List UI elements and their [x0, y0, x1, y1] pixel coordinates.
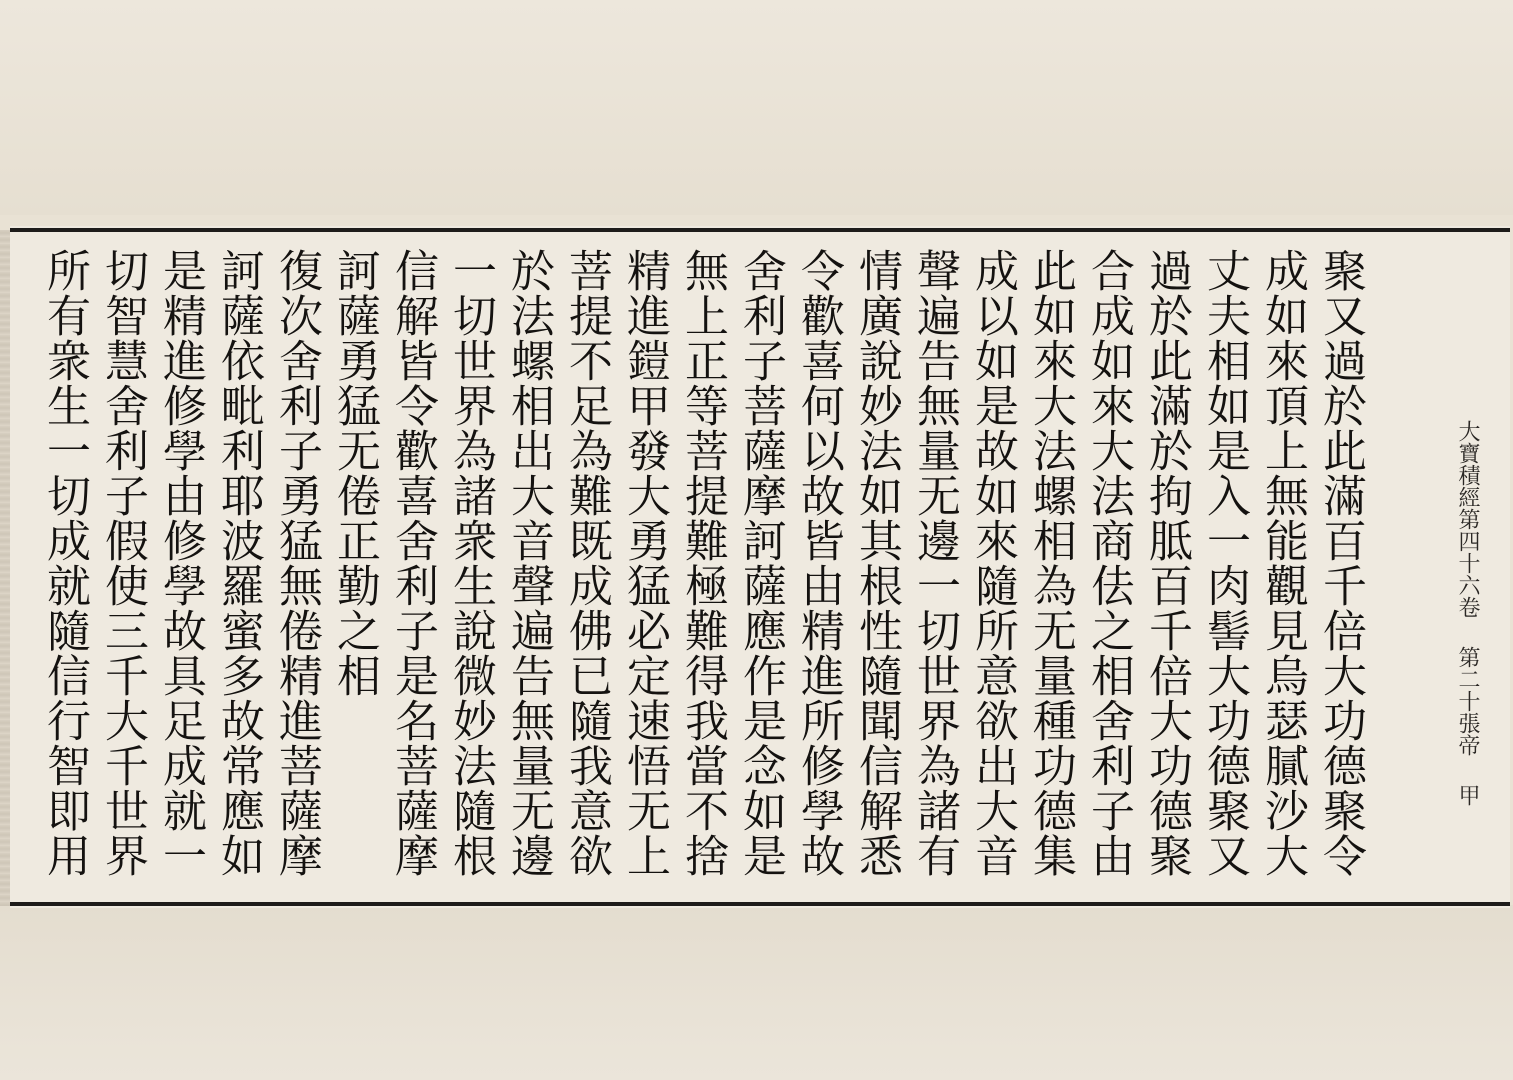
character-mark: 帝: [1455, 734, 1480, 756]
text-column-10: 令歡喜何以故皆由精進所修學故: [793, 248, 844, 878]
text-column-6: 此如來大法螺相為无量種功德集: [1025, 248, 1076, 878]
text-column-19: 復次舍利子勇猛無倦精進菩薩摩: [271, 248, 322, 878]
text-column-11: 舍利子菩薩摩訶薩應作是念如是: [735, 248, 786, 878]
text-column-7: 成以如是故如來隨所意欲出大音: [967, 248, 1018, 878]
top-border-rule: [10, 228, 1510, 232]
edition-marginal-note: [1452, 420, 1482, 900]
text-column-12: 無上正等菩提難極難得我當不捨: [677, 248, 728, 878]
text-column-8: 聲遍告無量无邊一切世界為諸有: [909, 248, 960, 878]
text-column-20: 訶薩依毗利耶波羅蜜多故常應如: [213, 248, 264, 878]
carver-mark: 甲: [1455, 784, 1480, 806]
text-column-1: 聚又過於此滿百千倍大功德聚令: [1315, 248, 1366, 878]
text-column-23: 所有衆生一切成就隨信行智即用: [39, 248, 90, 878]
leaf-number: 第二十張: [1455, 646, 1480, 734]
text-column-15: 於法螺相出大音聲遍告無量无邊: [503, 248, 554, 878]
text-column-9: 情廣說妙法如其根性隨聞信解悉: [851, 248, 902, 878]
bottom-border-rule: [10, 902, 1510, 906]
lower-paper-margin: [0, 905, 1513, 1080]
text-column-13: 精進鎧甲發大勇猛必定速悟无上: [619, 248, 670, 878]
sutra-title: 大寶積經第四十六卷: [1455, 420, 1480, 618]
text-column-4: 過於此滿於拘胝百千倍大功德聚: [1141, 248, 1192, 878]
text-column-5: 合成如來大法商佉之相舍利子由: [1083, 248, 1134, 878]
text-column-14: 菩提不足為難既成佛已隨我意欲: [561, 248, 612, 878]
text-column-18: 訶薩勇猛无倦正勤之相: [329, 248, 380, 698]
upper-paper-margin: [0, 0, 1513, 215]
text-column-21: 是精進修學由修學故具足成就一: [155, 248, 206, 878]
text-column-3: 丈夫相如是入一肉髻大功德聚又: [1199, 248, 1250, 878]
text-column-16: 一切世界為諸衆生說微妙法隨根: [445, 248, 496, 878]
text-column-17: 信解皆令歡喜舍利子是名菩薩摩: [387, 248, 438, 878]
text-column-22: 切智慧舍利子假使三千大千世界: [97, 248, 148, 878]
text-column-2: 成如來頂上無能觀見烏瑟膩沙大: [1257, 248, 1308, 878]
